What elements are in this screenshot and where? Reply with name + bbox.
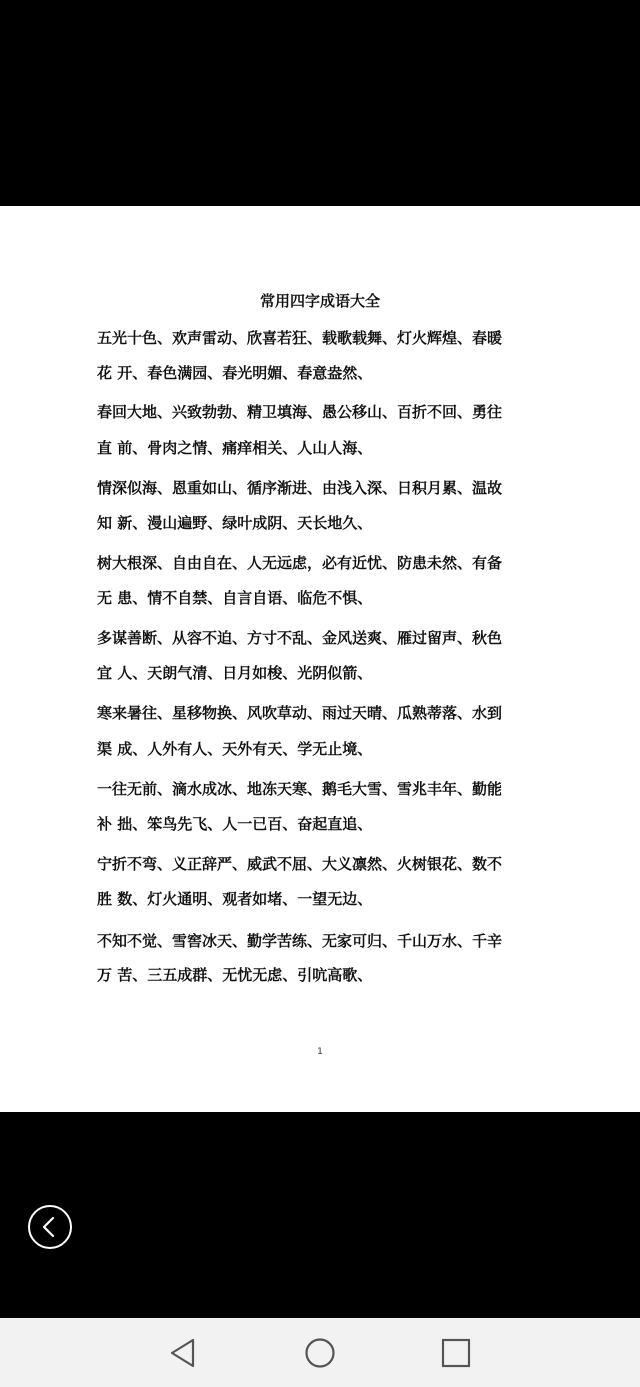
text-line: 渠 成、人外有人、天外有天、学无止境、 <box>97 740 373 758</box>
text-line: 多谋善断、从容不迫、方寸不乱、金风送爽、雁过留声、秋色 <box>97 629 503 647</box>
back-button[interactable] <box>28 1205 72 1249</box>
text-line: 无 患、情不自禁、自言自语、临危不惧、 <box>97 589 373 607</box>
text-line: 情深似海、恩重如山、循序渐进、由浅入深、日积月累、温故 <box>97 479 503 497</box>
text-line: 寒来暑往、星移物换、风吹草动、雨过天晴、瓜熟蒂落、水到 <box>97 704 503 722</box>
text-line: 不知不觉、雪窖冰天、勤学苦练、无家可归、千山万水、千辛 <box>97 932 503 950</box>
text-line: 知 新、漫山遍野、绿叶成阴、天长地久、 <box>97 514 373 532</box>
nav-home-button[interactable] <box>303 1336 337 1370</box>
top-letterbox <box>0 0 640 206</box>
text-line: 五光十色、欢声雷动、欣喜若狂、载歌载舞、灯火辉煌、春暖 <box>97 329 503 347</box>
circle-home-icon <box>303 1336 337 1370</box>
text-line: 补 拙、笨鸟先飞、人一已百、奋起直追、 <box>97 815 373 833</box>
triangle-back-icon <box>166 1336 200 1370</box>
text-line: 胜 数、灯火通明、观者如堵、一望无边、 <box>97 890 373 908</box>
document-title: 常用四字成语大全 <box>259 292 380 310</box>
text-line: 宜 人、天朗气清、日月如梭、光阴似箭、 <box>97 664 373 682</box>
nav-back-button[interactable] <box>166 1336 200 1370</box>
text-line: 春回大地、兴致勃勃、精卫填海、愚公移山、百折不回、勇往 <box>97 403 503 421</box>
text-line: 宁折不弯、义正辞严、威武不屈、大义凛然、火树银花、数不 <box>97 855 503 873</box>
chevron-left-icon <box>30 1207 70 1247</box>
nav-recents-button[interactable] <box>439 1336 473 1370</box>
page-number: 1 <box>317 1047 323 1057</box>
square-recents-icon <box>439 1336 473 1370</box>
document-page <box>0 206 640 1112</box>
bottom-letterbox <box>0 1112 640 1318</box>
text-line: 一往无前、滴水成冰、地冻天寒、鹅毛大雪、雪兆丰年、勤能 <box>97 780 503 798</box>
system-nav-bar <box>0 1318 640 1387</box>
text-line: 树大根深、自由自在、人无远虑，必有近忧、防患未然、有备 <box>97 554 503 572</box>
text-line: 万 苦、三五成群、无忧无虑、引吭高歌、 <box>97 966 373 984</box>
text-line: 花 开、春色满园、春光明媚、春意盎然、 <box>97 364 373 382</box>
text-line: 直 前、骨肉之情、痛痒相关、人山人海、 <box>97 439 373 457</box>
